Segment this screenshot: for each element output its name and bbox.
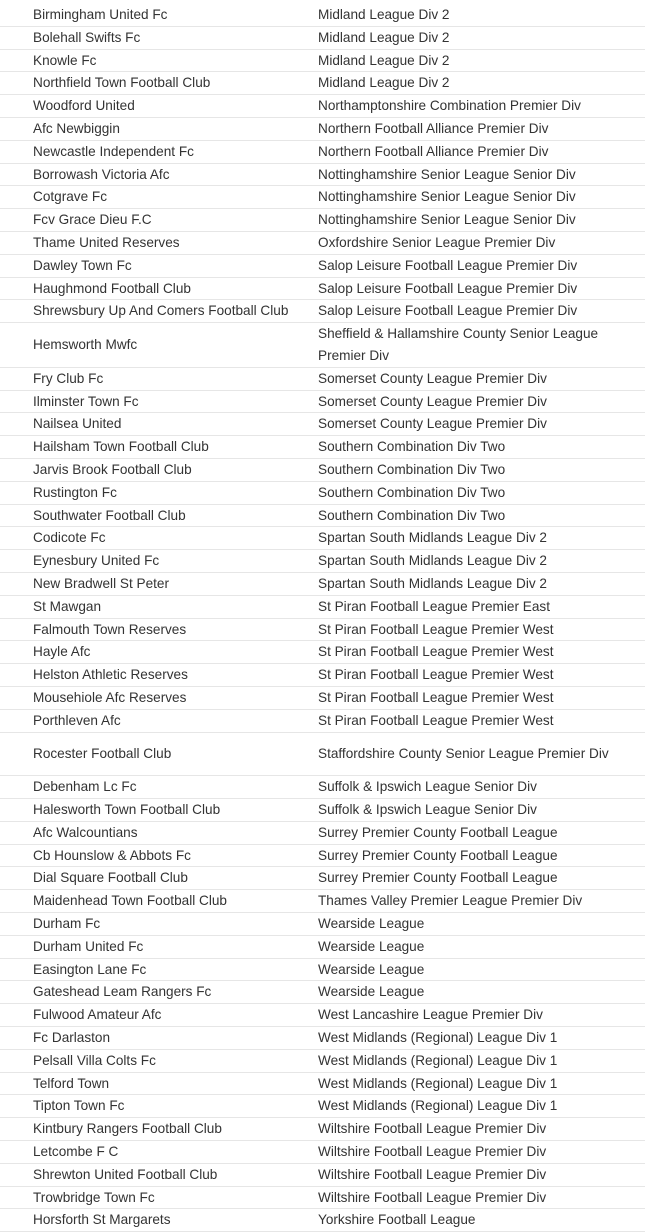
club-name: Tipton Town Fc: [33, 1098, 125, 1114]
club-name: Northfield Town Football Club: [33, 75, 211, 91]
league-name: Salop Leisure Football League Premier Div: [318, 303, 578, 319]
table-row: [0, 72, 645, 95]
table-row: [0, 959, 645, 982]
table-row: [0, 436, 645, 459]
league-name: Salop Leisure Football League Premier Div: [318, 280, 578, 296]
league-name: Yorkshire Football League: [318, 1212, 476, 1228]
club-name: Letcombe F C: [33, 1144, 119, 1160]
table-row: [0, 845, 645, 868]
table-row: [0, 209, 645, 232]
league-name: West Midlands (Regional) League Div 1: [318, 1075, 558, 1091]
club-name: Codicote Fc: [33, 530, 106, 546]
club-name: Thame United Reserves: [33, 234, 180, 250]
club-name: Hayle Afc: [33, 644, 91, 660]
league-name: Salop Leisure Football League Premier Div: [318, 257, 578, 273]
table-row: [0, 482, 645, 505]
table-row: [0, 505, 645, 528]
table-row: [0, 141, 645, 164]
club-name: Hemsworth Mwfc: [33, 337, 138, 353]
league-name: West Midlands (Regional) League Div 1: [318, 1052, 558, 1068]
table-row: [0, 822, 645, 845]
club-name: Knowle Fc: [33, 52, 97, 68]
club-name: Pelsall Villa Colts Fc: [33, 1052, 156, 1068]
club-name: St Mawgan: [33, 598, 102, 614]
league-name: Spartan South Midlands League Div 2: [318, 575, 547, 591]
league-name: West Midlands (Regional) League Div 1: [318, 1098, 558, 1114]
club-name: Dawley Town Fc: [33, 257, 132, 273]
table-row: [0, 550, 645, 573]
club-name: Easington Lane Fc: [33, 961, 147, 977]
table-row: [0, 232, 645, 255]
table-row: [0, 890, 645, 913]
club-name: Hailsham Town Football Club: [33, 439, 209, 455]
club-name: Telford Town: [33, 1075, 110, 1091]
club-name: Southwater Football Club: [33, 507, 186, 523]
league-name: Wearside League: [318, 984, 425, 1000]
table-row: [0, 641, 645, 664]
league-name: Oxfordshire Senior League Premier Div: [318, 234, 556, 250]
league-name: Wearside League: [318, 938, 425, 954]
league-name: Wiltshire Football League Premier Div: [318, 1189, 547, 1205]
club-name: Fry Club Fc: [33, 370, 104, 386]
table-row: [0, 459, 645, 482]
club-name: Halesworth Town Football Club: [33, 802, 221, 818]
league-name: Spartan South Midlands League Div 2: [318, 553, 547, 569]
league-name: West Midlands (Regional) League Div 1: [318, 1030, 558, 1046]
league-name: Nottinghamshire Senior League Senior Div: [318, 189, 576, 205]
table-row: [0, 50, 645, 73]
league-name: Northern Football Alliance Premier Div: [318, 120, 549, 136]
club-name: Nailsea United: [33, 416, 122, 432]
league-name: St Piran Football League Premier West: [318, 621, 554, 637]
club-name: Bolehall Swifts Fc: [33, 29, 141, 45]
league-name: Northamptonshire Combination Premier Div: [318, 98, 581, 114]
table-row: [0, 1095, 645, 1118]
league-name: Nottinghamshire Senior League Senior Div: [318, 212, 576, 228]
table-row: [0, 710, 645, 733]
table-row: [0, 619, 645, 642]
league-name: West Lancashire League Premier Div: [318, 1007, 543, 1023]
league-name: Wiltshire Football League Premier Div: [318, 1121, 547, 1137]
league-name: Surrey Premier County Football League: [318, 847, 558, 863]
table-row: [0, 118, 645, 141]
club-name: Jarvis Brook Football Club: [33, 461, 192, 477]
league-name: Staffordshire County Senior League Premier Div: [318, 746, 609, 761]
league-name: Somerset County League Premier Div: [318, 370, 547, 386]
league-name: Wearside League: [318, 916, 425, 932]
table-row: [0, 1027, 645, 1050]
league-name: Midland League Div 2: [318, 7, 450, 22]
table-row: [0, 1050, 645, 1073]
league-name: Southern Combination Div Two: [318, 484, 506, 500]
table-row: [0, 413, 645, 436]
league-name: St Piran Football League Premier West: [318, 644, 554, 660]
league-name: Spartan South Midlands League Div 2: [318, 530, 547, 546]
club-name: Fulwood Amateur Afc: [33, 1007, 162, 1023]
table-row: [0, 1164, 645, 1187]
table-row: [0, 391, 645, 414]
club-name: Kintbury Rangers Football Club: [33, 1121, 222, 1137]
table-row: [0, 1118, 645, 1141]
club-name: Eynesbury United Fc: [33, 553, 160, 569]
league-name: Suffolk & Ipswich League Senior Div: [318, 779, 537, 795]
league-name: Sheffield & Hallamshire County Senior League Premier Div: [318, 326, 599, 363]
table-row: [0, 323, 645, 368]
league-name: Southern Combination Div Two: [318, 439, 506, 455]
league-name: Midland League Div 2: [318, 75, 450, 91]
league-name: Somerset County League Premier Div: [318, 393, 547, 409]
league-name: Somerset County League Premier Div: [318, 416, 547, 432]
league-name: St Piran Football League Premier West: [318, 667, 554, 683]
table-row: [0, 27, 645, 50]
table-row: [0, 255, 645, 278]
table-row: [0, 527, 645, 550]
league-name: St Piran Football League Premier East: [318, 598, 550, 614]
table-row: [0, 664, 645, 687]
league-name: Southern Combination Div Two: [318, 461, 506, 477]
club-name: Ilminster Town Fc: [33, 393, 139, 409]
table-row: [0, 278, 645, 301]
table-row: [0, 300, 645, 323]
table-row: [0, 1187, 645, 1210]
club-name: Porthleven Afc: [33, 712, 121, 728]
table-row: [0, 95, 645, 118]
club-name: Newcastle Independent Fc: [33, 143, 194, 159]
table-row: [0, 1004, 645, 1027]
table-row: [0, 164, 645, 187]
league-name: St Piran Football League Premier West: [318, 712, 554, 728]
club-name: Cotgrave Fc: [33, 189, 108, 205]
club-name: New Bradwell St Peter: [33, 575, 169, 591]
club-name: Dial Square Football Club: [33, 870, 188, 886]
club-name: Debenham Lc Fc: [33, 779, 137, 795]
table-row: [0, 776, 645, 799]
table-row: [0, 936, 645, 959]
league-name: Surrey Premier County Football League: [318, 824, 558, 840]
league-name: Southern Combination Div Two: [318, 507, 506, 523]
club-name: Afc Walcountians: [33, 824, 138, 840]
club-name: Durham United Fc: [33, 938, 144, 954]
club-name: Maidenhead Town Football Club: [33, 893, 227, 909]
league-name: Wiltshire Football League Premier Div: [318, 1166, 547, 1182]
league-name: Northern Football Alliance Premier Div: [318, 143, 549, 159]
league-name: Midland League Div 2: [318, 29, 450, 45]
league-name: Midland League Div 2: [318, 52, 450, 68]
club-name: Afc Newbiggin: [33, 120, 120, 136]
table-row: [0, 596, 645, 619]
club-name: Borrowash Victoria Afc: [33, 166, 170, 182]
table-row: [0, 1141, 645, 1164]
club-name: Shrewsbury Up And Comers Football Club: [33, 303, 289, 319]
table-row: [0, 186, 645, 209]
club-name: Helston Athletic Reserves: [33, 667, 188, 683]
table-row: [0, 1073, 645, 1096]
table-row: [0, 1209, 645, 1232]
club-name: Woodford United: [33, 98, 135, 114]
club-name: Falmouth Town Reserves: [33, 621, 187, 637]
league-name: Wiltshire Football League Premier Div: [318, 1144, 547, 1160]
league-name: Wearside League: [318, 961, 425, 977]
table-row: [0, 687, 645, 710]
club-name: Haughmond Football Club: [33, 280, 191, 296]
club-name: Horsforth St Margarets: [33, 1212, 171, 1228]
table-row: [0, 4, 645, 27]
table-row: [0, 573, 645, 596]
club-name: Fc Darlaston: [33, 1030, 111, 1046]
club-name: Gateshead Leam Rangers Fc: [33, 984, 212, 1000]
table-row: [0, 981, 645, 1004]
club-name: Rustington Fc: [33, 484, 117, 500]
table-row: [0, 867, 645, 890]
club-name: Fcv Grace Dieu F.C: [33, 212, 152, 228]
club-name: Rocester Football Club: [33, 746, 172, 761]
table-row: [0, 368, 645, 391]
club-name: Shrewton United Football Club: [33, 1166, 218, 1182]
league-name: Thames Valley Premier League Premier Div: [318, 893, 583, 909]
league-name: Nottinghamshire Senior League Senior Div: [318, 166, 576, 182]
table-row: [0, 733, 645, 777]
league-name: Suffolk & Ipswich League Senior Div: [318, 802, 537, 818]
league-name: St Piran Football League Premier West: [318, 689, 554, 705]
table-row: [0, 799, 645, 822]
club-league-table: [0, 4, 645, 1232]
table-row: [0, 913, 645, 936]
club-name: Trowbridge Town Fc: [33, 1189, 155, 1205]
club-name: Birmingham United Fc: [33, 7, 168, 22]
league-name: Surrey Premier County Football League: [318, 870, 558, 886]
club-name: Mousehiole Afc Reserves: [33, 689, 187, 705]
club-name: Durham Fc: [33, 916, 101, 932]
club-name: Cb Hounslow & Abbots Fc: [33, 847, 191, 863]
